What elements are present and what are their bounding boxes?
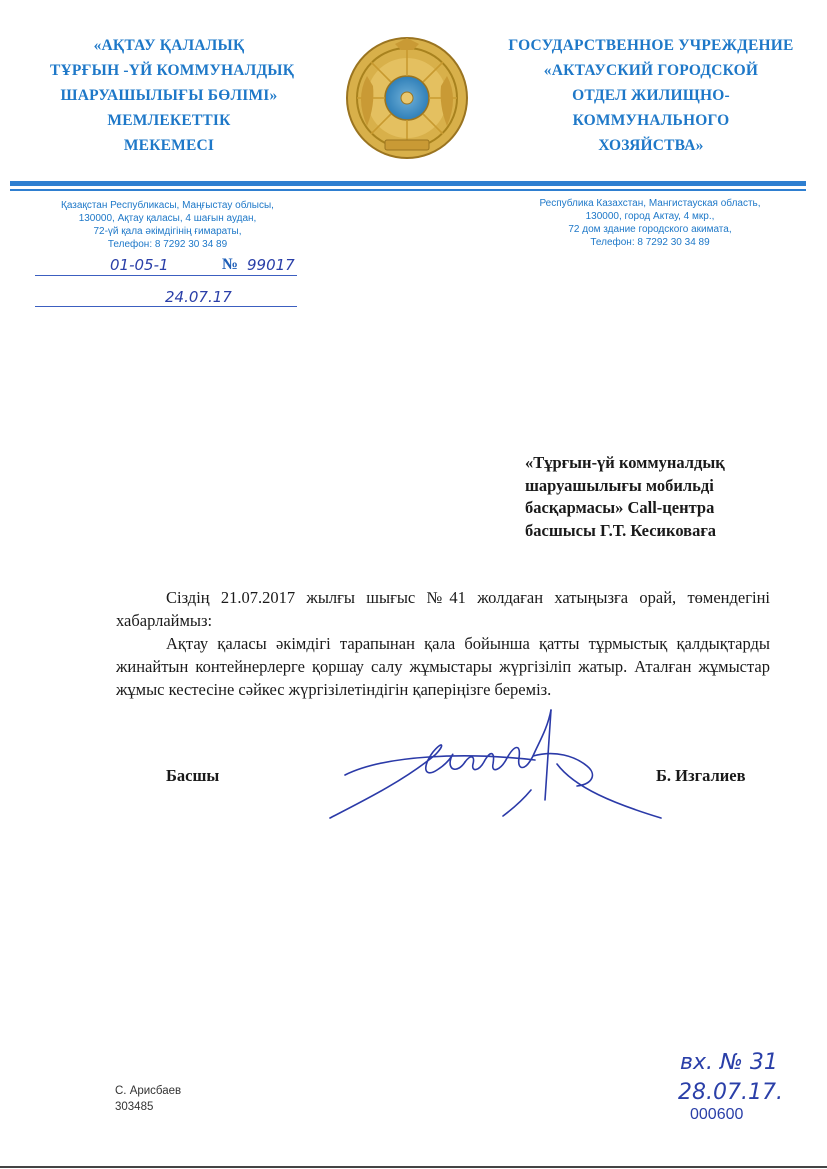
signer-title: Басшы (166, 766, 220, 785)
org-line: МЕКЕМЕСІ (123, 137, 215, 154)
incoming-date: 28.07.17. (678, 1080, 783, 1105)
org-line: ТҰРҒЫН -ҮЙ КОММУНАЛДЫҚ (50, 62, 295, 79)
org-line: ОТДЕЛ ЖИЛИЩНО- (572, 87, 730, 104)
executor-name: С. Арисбаев (115, 1085, 182, 1097)
org-line: МЕМЛЕКЕТТІК (107, 112, 231, 129)
addressee-line: шаруашылығы мобильді (525, 475, 714, 495)
org-name-russian (500, 33, 802, 158)
org-line: ГОСУДАРСТВЕННОЕ УЧРЕЖДЕНИЕ (508, 37, 794, 54)
address-line: 72-үй қала әкімдігінің ғимараты, (93, 226, 242, 237)
signer-name: Б. Изгалиев (656, 766, 746, 785)
incoming-label: вх. № 31 (680, 1050, 778, 1075)
letter-body (116, 586, 770, 701)
incoming-serial: 000600 (690, 1106, 744, 1123)
outgoing-date: 24.07.17 (165, 288, 232, 306)
org-line: «АКТАУСКИЙ ГОРОДСКОЙ (543, 62, 759, 79)
address-line: 130000, город Актау, 4 мкр., (585, 211, 715, 222)
address-russian (515, 197, 785, 249)
number-sign: № (222, 256, 239, 273)
address-kazakh (35, 199, 300, 251)
registration-date-line (35, 306, 297, 307)
header-divider-thin (10, 189, 806, 191)
page-bottom-border (0, 1166, 827, 1168)
org-line: КОММУНАЛЬНОГО (572, 112, 730, 129)
address-line: Телефон: 8 7292 30 34 89 (590, 237, 710, 248)
header-divider-thick (10, 181, 806, 186)
state-emblem-icon (345, 36, 469, 160)
executor-phone: 303485 (115, 1101, 154, 1113)
addressee-block (525, 452, 765, 542)
address-line: Телефон: 8 7292 30 34 89 (107, 239, 228, 250)
addressee-line: басшысы Г.Т. Кесиковаға (525, 520, 717, 540)
registration-number-line (35, 275, 297, 276)
address-line: 130000, Ақтау қаласы, 4 шағын аудан, (78, 213, 257, 224)
address-line: Республика Казахстан, Мангистауская область, (539, 198, 761, 209)
address-line: 72 дом здание городского акимата, (568, 224, 732, 235)
addressee-line: басқармасы» Call-центра (525, 498, 715, 517)
executor-info (115, 1083, 181, 1115)
address-line: Қазақстан Республикасы, Маңғыстау облысы, (61, 200, 274, 211)
outgoing-index: 01-05-1 (110, 256, 169, 274)
handwritten-signature (325, 700, 665, 825)
body-paragraph: Сіздің 21.07.2017 жылғы шығыс №41 жолдаған хатыңызға орай, төмендегіні хабарлаймыз: (116, 588, 770, 630)
body-paragraph: Ақтау қаласы әкімдігі тарапынан қала бойынша қатты тұрмыстық қалдықтарды жинайтын контейнерлерге қоршау салу жұмыстары жүргізіліп жатыр. Аталған жұмыстар жұмыс кестесіне сәйкес жүргізілетіндігін қаперіңізге береміз. (116, 634, 770, 699)
org-line: «АҚТАУ ҚАЛАЛЫҚ (93, 37, 245, 54)
addressee-line: «Тұрғын-үй коммуналдық (525, 453, 725, 472)
outgoing-number: 99017 (247, 256, 295, 274)
org-name-kazakh (50, 33, 295, 158)
org-line: ХОЗЯЙСТВА» (598, 137, 704, 154)
org-line: ШАРУАШЫЛЫҒЫ БӨЛІМІ» (60, 87, 278, 104)
